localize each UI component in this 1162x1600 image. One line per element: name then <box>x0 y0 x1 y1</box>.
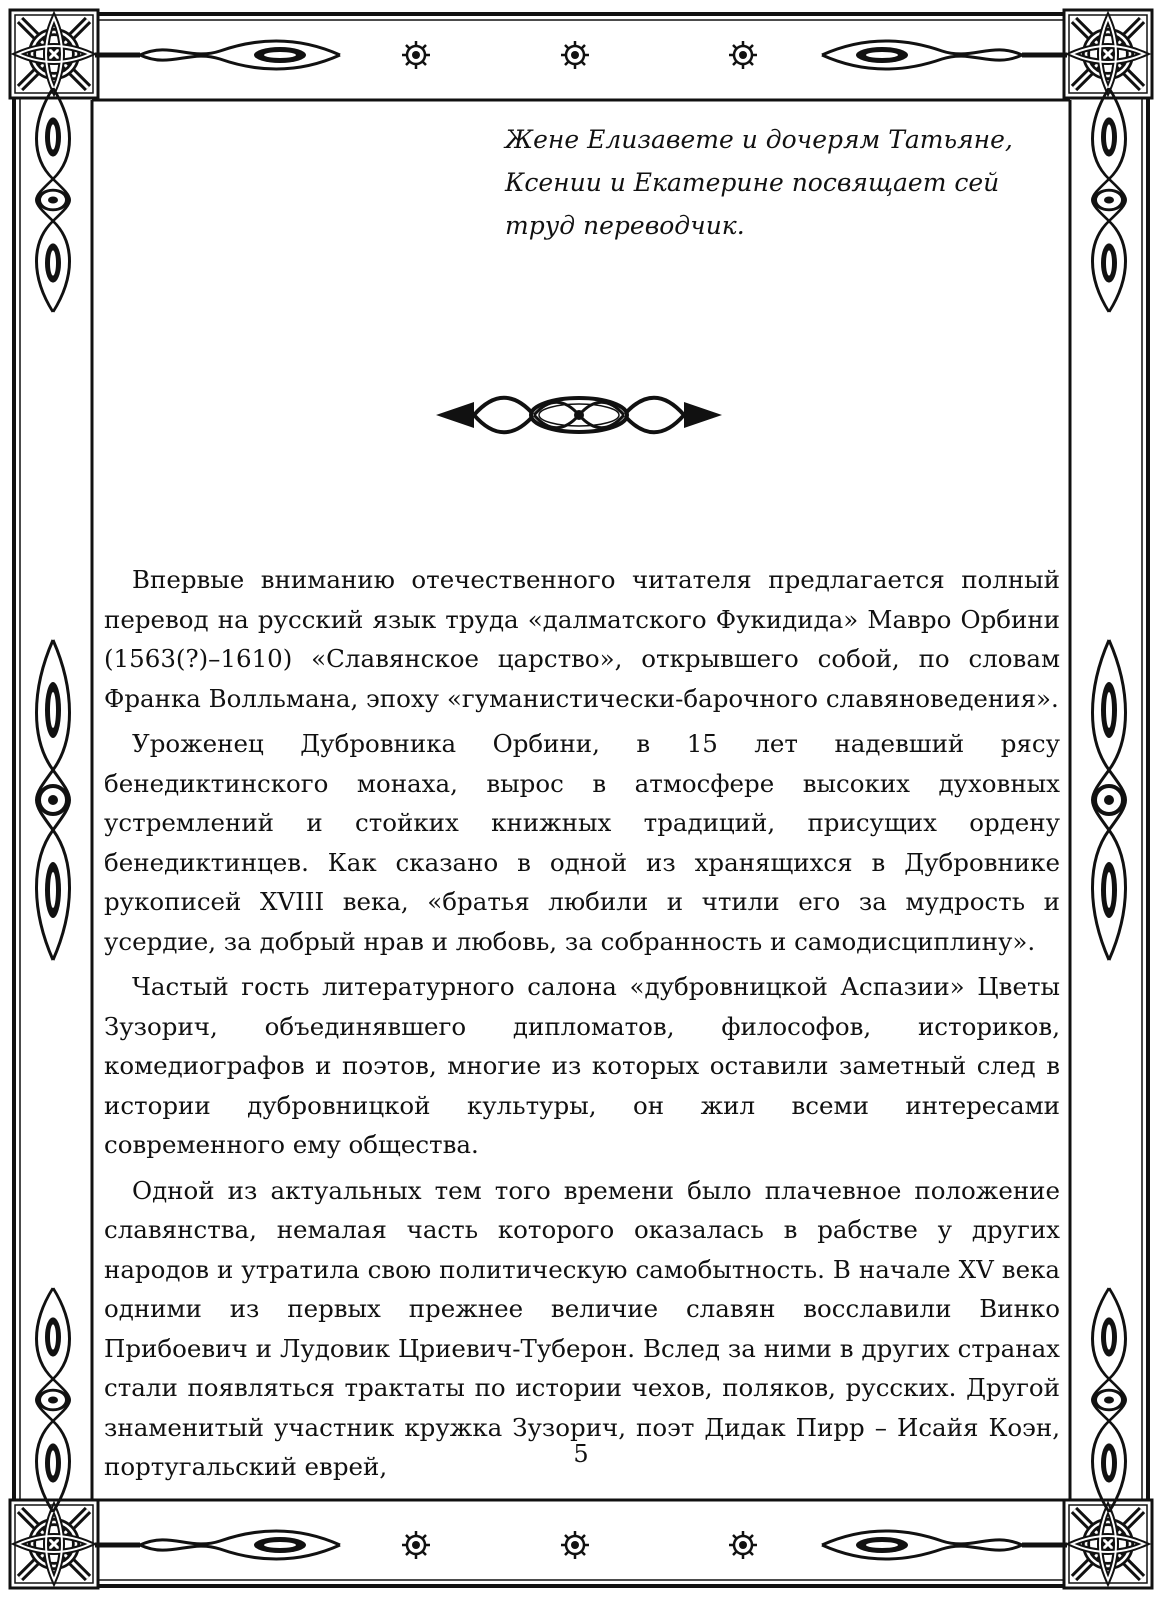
dedication-text: Жене Елизавете и дочерям Татьяне, Ксении и Екатерине посвящает сей труд переводчик. <box>505 125 1013 240</box>
paragraph-2: Уроженец Дубровника Орбини, в 15 лет надевший рясу бенедиктинского монаха, вырос в атмосфере высоких духовных устремлений и стойких книжных традиций, присущих ордену бенедиктинцев. Как сказано в одной из хранящихся в Дубровнике рукописей XVIII века, «братья любили и чтили его за мудрость и усердие, за добрый нрав и любовь, за собранность и самодисциплину». <box>104 729 1060 956</box>
paragraph-3: Частый гость литературного салона «дубровницкой Аспазии» Цветы Зузорич, объединявшего дипломатов, философов, историков, комедиографов и поэтов, многие из которых оставили заметный след в истории дубровницкой культуры, он жил всеми интересами современного ему общества. <box>104 972 1060 1159</box>
center-knot-ornament <box>434 388 724 442</box>
page-number: 5 <box>573 1440 589 1468</box>
paragraph-4: Одной из актуальных тем того времени было плачевное положение славянства, немалая часть которого оказалась в рабстве у других народов и утратила свою политическую самобытность. В начале XV века одними из первых прежнее величие славян восславили Винко Прибоевич и Лудовик Цриевич-Туберон. Вслед за ними в других странах стали появляться трактаты по истории чехов, поляков, русских. Другой знаменитый участник кружка Зузорич, поэт Дидак Пирр – Исайя Коэн, португальский еврей, <box>104 1175 1060 1481</box>
body-text <box>104 560 1060 1493</box>
paragraph-1: Впервые вниманию отечественного читателя предлагается полный перевод на русский язык труда «далматского Фукидида» Мавро Орбини (1563(?)–1610) «Славянское царство», открывшего собой, по словам Франка Волльмана, эпоху «гуманистически-барочного славяноведения». <box>104 565 1060 713</box>
